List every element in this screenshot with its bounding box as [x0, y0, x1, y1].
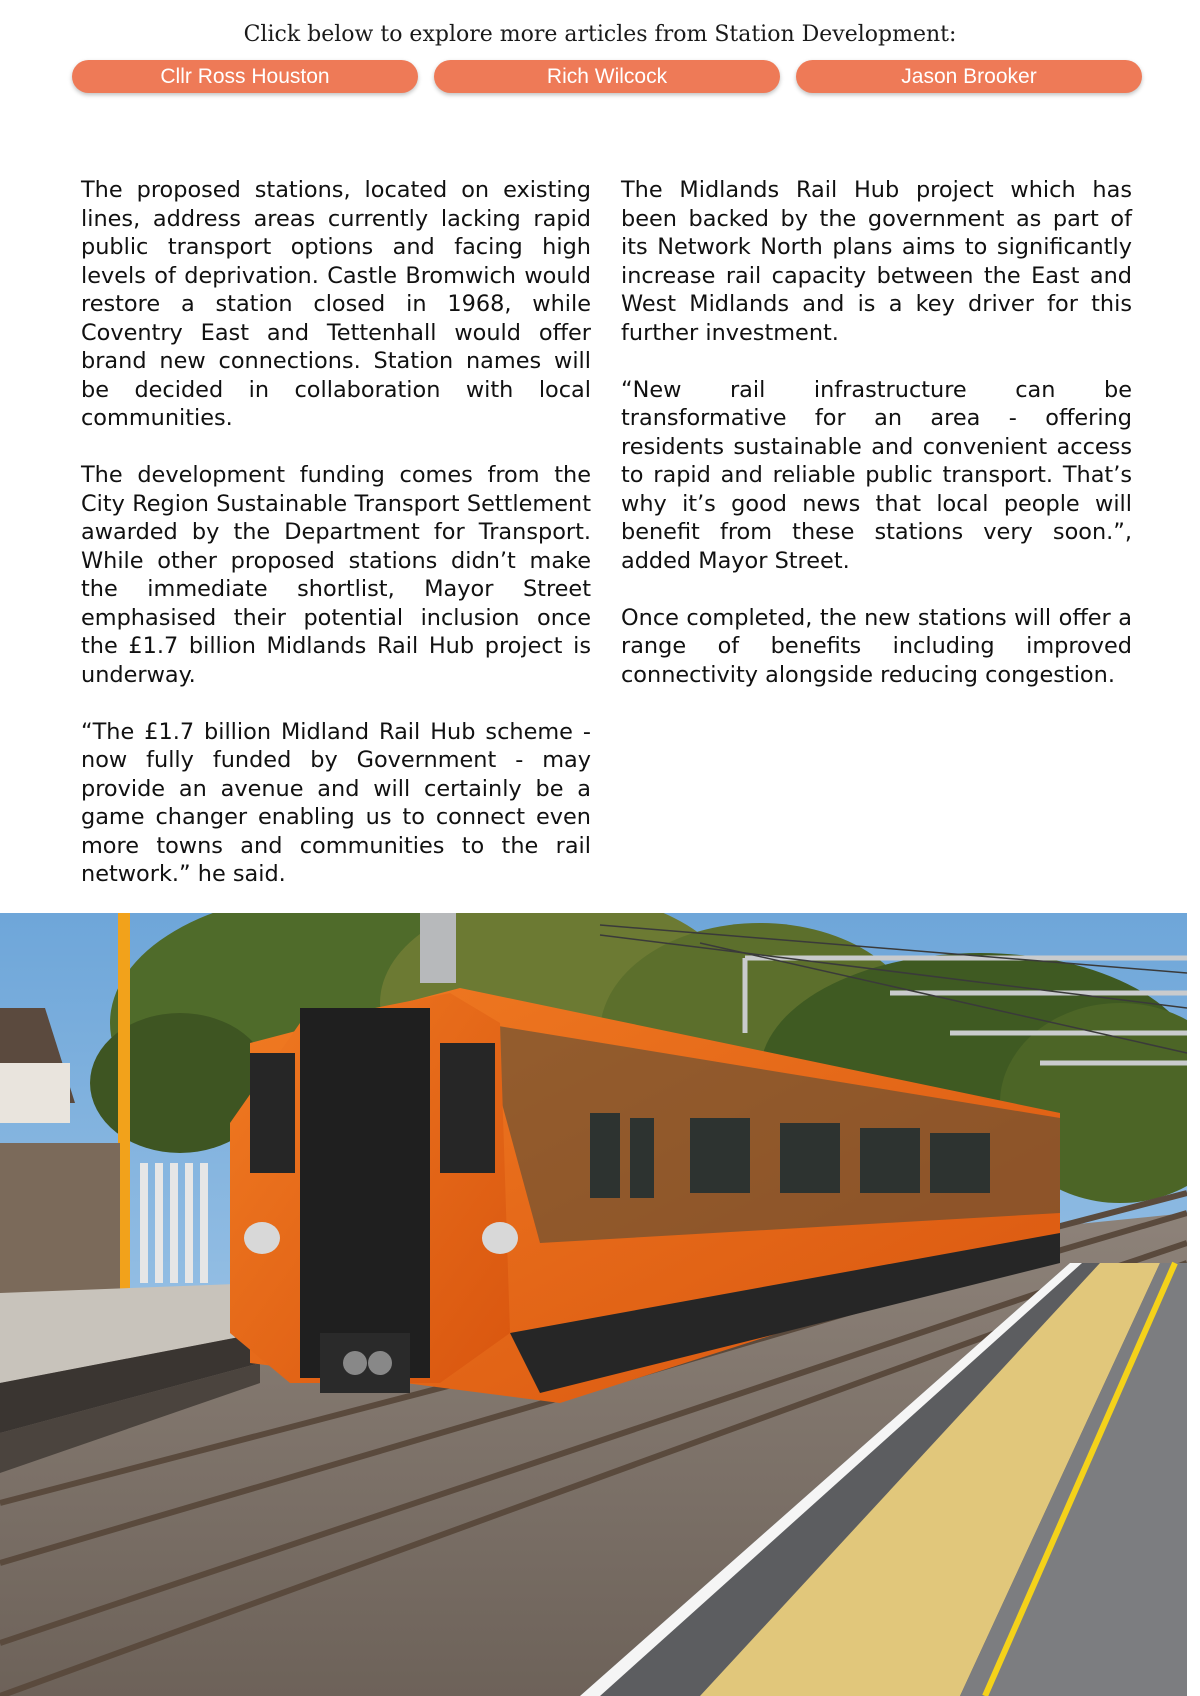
author-links	[72, 60, 1142, 93]
link-rich-wilcock[interactable]: Rich Wilcock	[434, 60, 780, 93]
article-paragraph: “New rail infrastructure can be transformative for an area - offering residents sustainable and convenient access to rapid and reliable public transport. That’s why it’s good news that local people will benefit from these stations very soon.”, added Mayor Street.	[621, 376, 1132, 574]
explore-articles-heading: Click below to explore more articles from Station Development:	[243, 22, 957, 47]
article-right-column	[621, 176, 1132, 718]
article-left-column	[81, 176, 591, 917]
article-paragraph: “The £1.7 billion Midland Rail Hub scheme - now fully funded by Government - may provide an avenue and will certainly be a game changer enabling us to connect even more towns and communities to the rail network.” he said.	[81, 718, 591, 887]
article-paragraph: The Midlands Rail Hub project which has been backed by the government as part of its Network North plans aims to significantly increase rail capacity between the East and West Midlands and is a key driver for this further investment.	[621, 177, 1132, 346]
article-paragraph: The proposed stations, located on existing lines, address areas currently lacking rapid public transport options and facing high levels of deprivation. Castle Bromwich would restore a station closed in 1968, while Coventry East and Tettenhall would offer brand new connections. Station names will be decided in collaboration with local communities.	[81, 177, 591, 431]
link-cllr-ross-houston[interactable]: Cllr Ross Houston	[72, 60, 418, 93]
article-paragraph: Once completed, the new stations will offer a range of benefits including improved connectivity alongside reducing congestion.	[621, 604, 1132, 688]
link-jason-brooker[interactable]: Jason Brooker	[796, 60, 1142, 93]
train-photo	[0, 913, 1187, 1696]
article-paragraph: The development funding comes from the City Region Sustainable Transport Settlement awarded by the Department for Transport. While other proposed stations didn’t make the immediate shortlist, Mayor Street emphasised their potential inclusion once the £1.7 billion Midlands Rail Hub project is underway.	[81, 462, 591, 688]
